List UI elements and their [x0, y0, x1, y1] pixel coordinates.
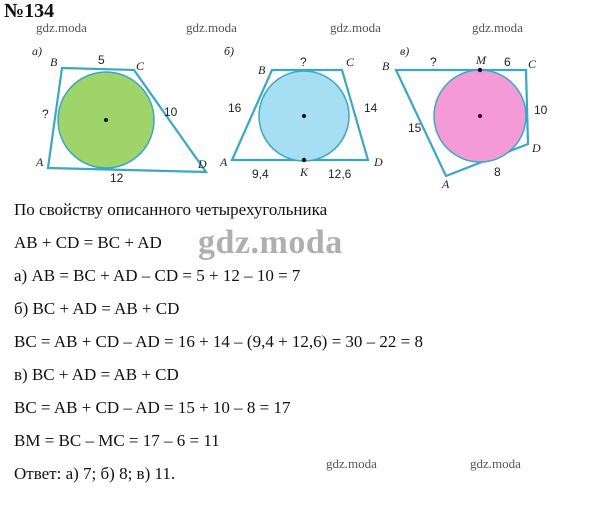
- problem-number: №134: [4, 0, 55, 22]
- center-dot-b: [302, 114, 306, 118]
- side-right-a: 10: [164, 105, 178, 119]
- figure-c: [376, 40, 576, 190]
- solution-line-7: BC = AB + CD – AD = 15 + 10 – 8 = 17: [14, 398, 291, 417]
- watermark-large: gdz.moda: [198, 224, 343, 261]
- vertex-a-c: A: [442, 177, 450, 190]
- figure-a-label: а): [32, 44, 42, 58]
- side-top-b: ?: [300, 55, 307, 69]
- vertex-d-c: D: [532, 141, 541, 155]
- vertex-a-a: A: [36, 155, 44, 169]
- watermark-5: gdz.moda: [326, 456, 377, 471]
- center-dot-c: [478, 114, 482, 118]
- vertex-b-c: B: [382, 59, 390, 73]
- vertex-k-b: K: [300, 165, 309, 179]
- side-left-a: ?: [42, 107, 49, 121]
- side-left-b: 16: [228, 101, 242, 115]
- solution-line-5: BC = AB + CD – AD = 16 + 14 – (9,4 + 12,6) = 30 – 22 = 8: [14, 332, 424, 351]
- watermark-2: gdz.moda: [186, 20, 237, 35]
- solution-line-8: BM = BC – MC = 17 – 6 = 11: [14, 431, 220, 450]
- vertex-c-a: C: [136, 59, 145, 73]
- side-top-a: 5: [98, 53, 105, 67]
- side-bottom-left-b: 9,4: [252, 167, 269, 181]
- vertex-c-c: C: [528, 57, 537, 71]
- watermark-3: gdz.moda: [330, 20, 381, 35]
- watermark-1: gdz.moda: [36, 20, 87, 35]
- solution-line-1: По свойству описанного четырехугольника: [14, 200, 328, 219]
- solution-line-3: а) AB = BC + AD – CD = 5 + 12 – 10 = 7: [14, 266, 301, 285]
- side-bottom-right-b: 12,6: [328, 167, 352, 181]
- tangent-point-k: [302, 158, 306, 162]
- figure-b: [216, 40, 396, 190]
- vertex-m-c: M: [476, 53, 486, 67]
- side-bottom-a: 12: [110, 171, 124, 185]
- solution-line-2: AB + CD = BC + AD: [14, 233, 162, 252]
- vertex-b-b: B: [258, 63, 266, 77]
- solution-line-6: в) BC + AD = AB + CD: [14, 365, 179, 384]
- vertex-a-b: A: [220, 155, 228, 169]
- solution-line-4: б) BC + AD = AB + CD: [14, 299, 180, 318]
- center-dot-a: [104, 118, 108, 122]
- solution-line-9: Ответ: а) 7; б) 8; в) 11.: [14, 464, 176, 483]
- vertex-d-b: D: [374, 155, 383, 169]
- vertex-c-b: C: [346, 55, 355, 69]
- side-right-c: 10: [534, 103, 548, 117]
- vertex-b-a: B: [50, 55, 58, 69]
- tangent-point-m: [478, 68, 482, 72]
- side-top-right-c: 6: [504, 55, 511, 69]
- figure-c-label: в): [400, 44, 410, 58]
- watermark-4: gdz.moda: [472, 20, 523, 35]
- side-top-left-c: ?: [430, 55, 437, 69]
- figure-a: [18, 40, 218, 190]
- side-left-c: 15: [408, 121, 422, 135]
- watermark-6: gdz.moda: [470, 456, 521, 471]
- figure-b-label: б): [224, 44, 235, 58]
- side-right-b: 14: [364, 101, 378, 115]
- vertex-d-a: D: [198, 157, 207, 171]
- side-bottom-c: 8: [494, 165, 501, 179]
